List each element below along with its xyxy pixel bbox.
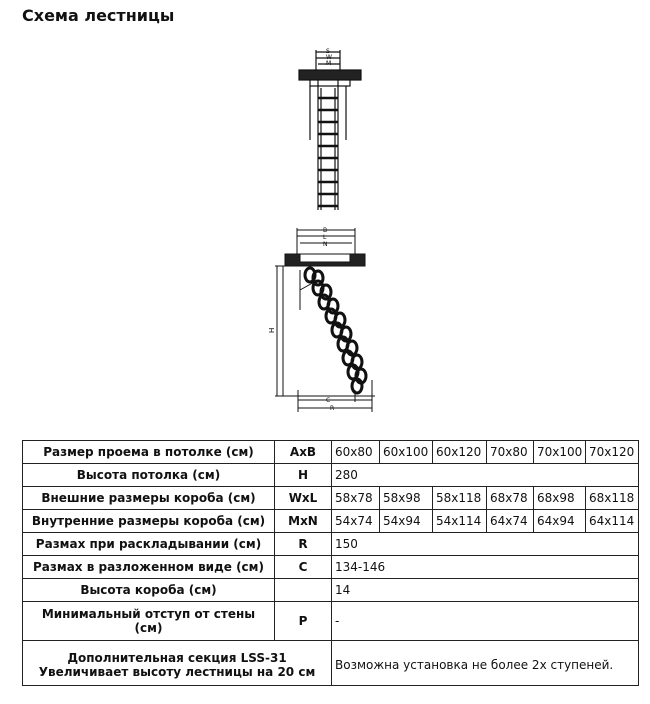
table-cell: 54x94 [380,510,433,533]
spec-table [22,440,639,686]
footer-value: Возможна установка не более 2х ступеней. [332,645,639,686]
table-cell: 64x94 [534,510,586,533]
table-cell: 58x78 [332,487,380,510]
table-row [23,579,639,602]
row-label: Минимальный отступ от стены (см) [23,602,275,641]
row-label: Внутренние размеры короба (см) [23,510,275,533]
table-cell: 60x80 [332,441,380,464]
label-w: W [326,54,332,61]
row-code: P [275,602,332,641]
table-row [23,487,639,510]
table-cell: 14 [332,579,639,602]
label-s: S [326,48,330,55]
table-cell: 134-146 [332,556,639,579]
table-row [23,556,639,579]
label-b: B [323,227,328,234]
table-row [23,602,639,641]
table-cell: 54x74 [332,510,380,533]
row-label: Внешние размеры короба (см) [23,487,275,510]
label-h: H [268,327,276,333]
row-code: MxN [275,510,332,533]
footer-label [23,645,332,686]
ladder-links [305,268,366,393]
label-m: M [326,60,332,67]
table-cell: 70x120 [586,441,639,464]
row-code: H [275,464,332,487]
label-c: C [326,397,331,404]
table-cell: 60x120 [433,441,487,464]
table-row [23,464,639,487]
label-r: R [330,405,335,412]
row-code: WxL [275,487,332,510]
table-cell: 58x118 [433,487,487,510]
label-n: N [323,241,328,248]
page-title: Схема лестницы [22,6,175,25]
table-cell: 68x78 [487,487,534,510]
row-code: R [275,533,332,556]
table-cell: 64x114 [586,510,639,533]
row-label: Размах в разложенном виде (см) [23,556,275,579]
table-row [23,510,639,533]
table-cell: 64x74 [487,510,534,533]
footer-label-line2: Увеличивает высоту лестницы на 20 см [38,665,316,679]
table-cell: 54x114 [433,510,487,533]
row-code: C [275,556,332,579]
row-label: Высота потолка (см) [23,464,275,487]
folded-ladder [299,50,361,210]
row-code [275,579,332,602]
row-label: Размах при раскладывании (см) [23,533,275,556]
table-cell: 68x98 [534,487,586,510]
row-label: Размер проема в потолке (см) [23,441,275,464]
table-row [23,441,639,464]
row-code: AxB [275,441,332,464]
footer-label-line1: Дополнительная секция LSS-31 [67,651,287,665]
table-row [23,533,639,556]
stair-diagram [0,40,650,420]
table-cell: 280 [332,464,639,487]
table-cell: 150 [332,533,639,556]
table-cell: - [332,602,639,641]
table-cell: 68x118 [586,487,639,510]
table-cell: 70x100 [534,441,586,464]
row-label: Высота короба (см) [23,579,275,602]
table-cell: 60x100 [380,441,433,464]
label-l: L [323,234,327,241]
table-row [23,645,639,686]
table-cell: 70x80 [487,441,534,464]
table-cell: 58x98 [380,487,433,510]
